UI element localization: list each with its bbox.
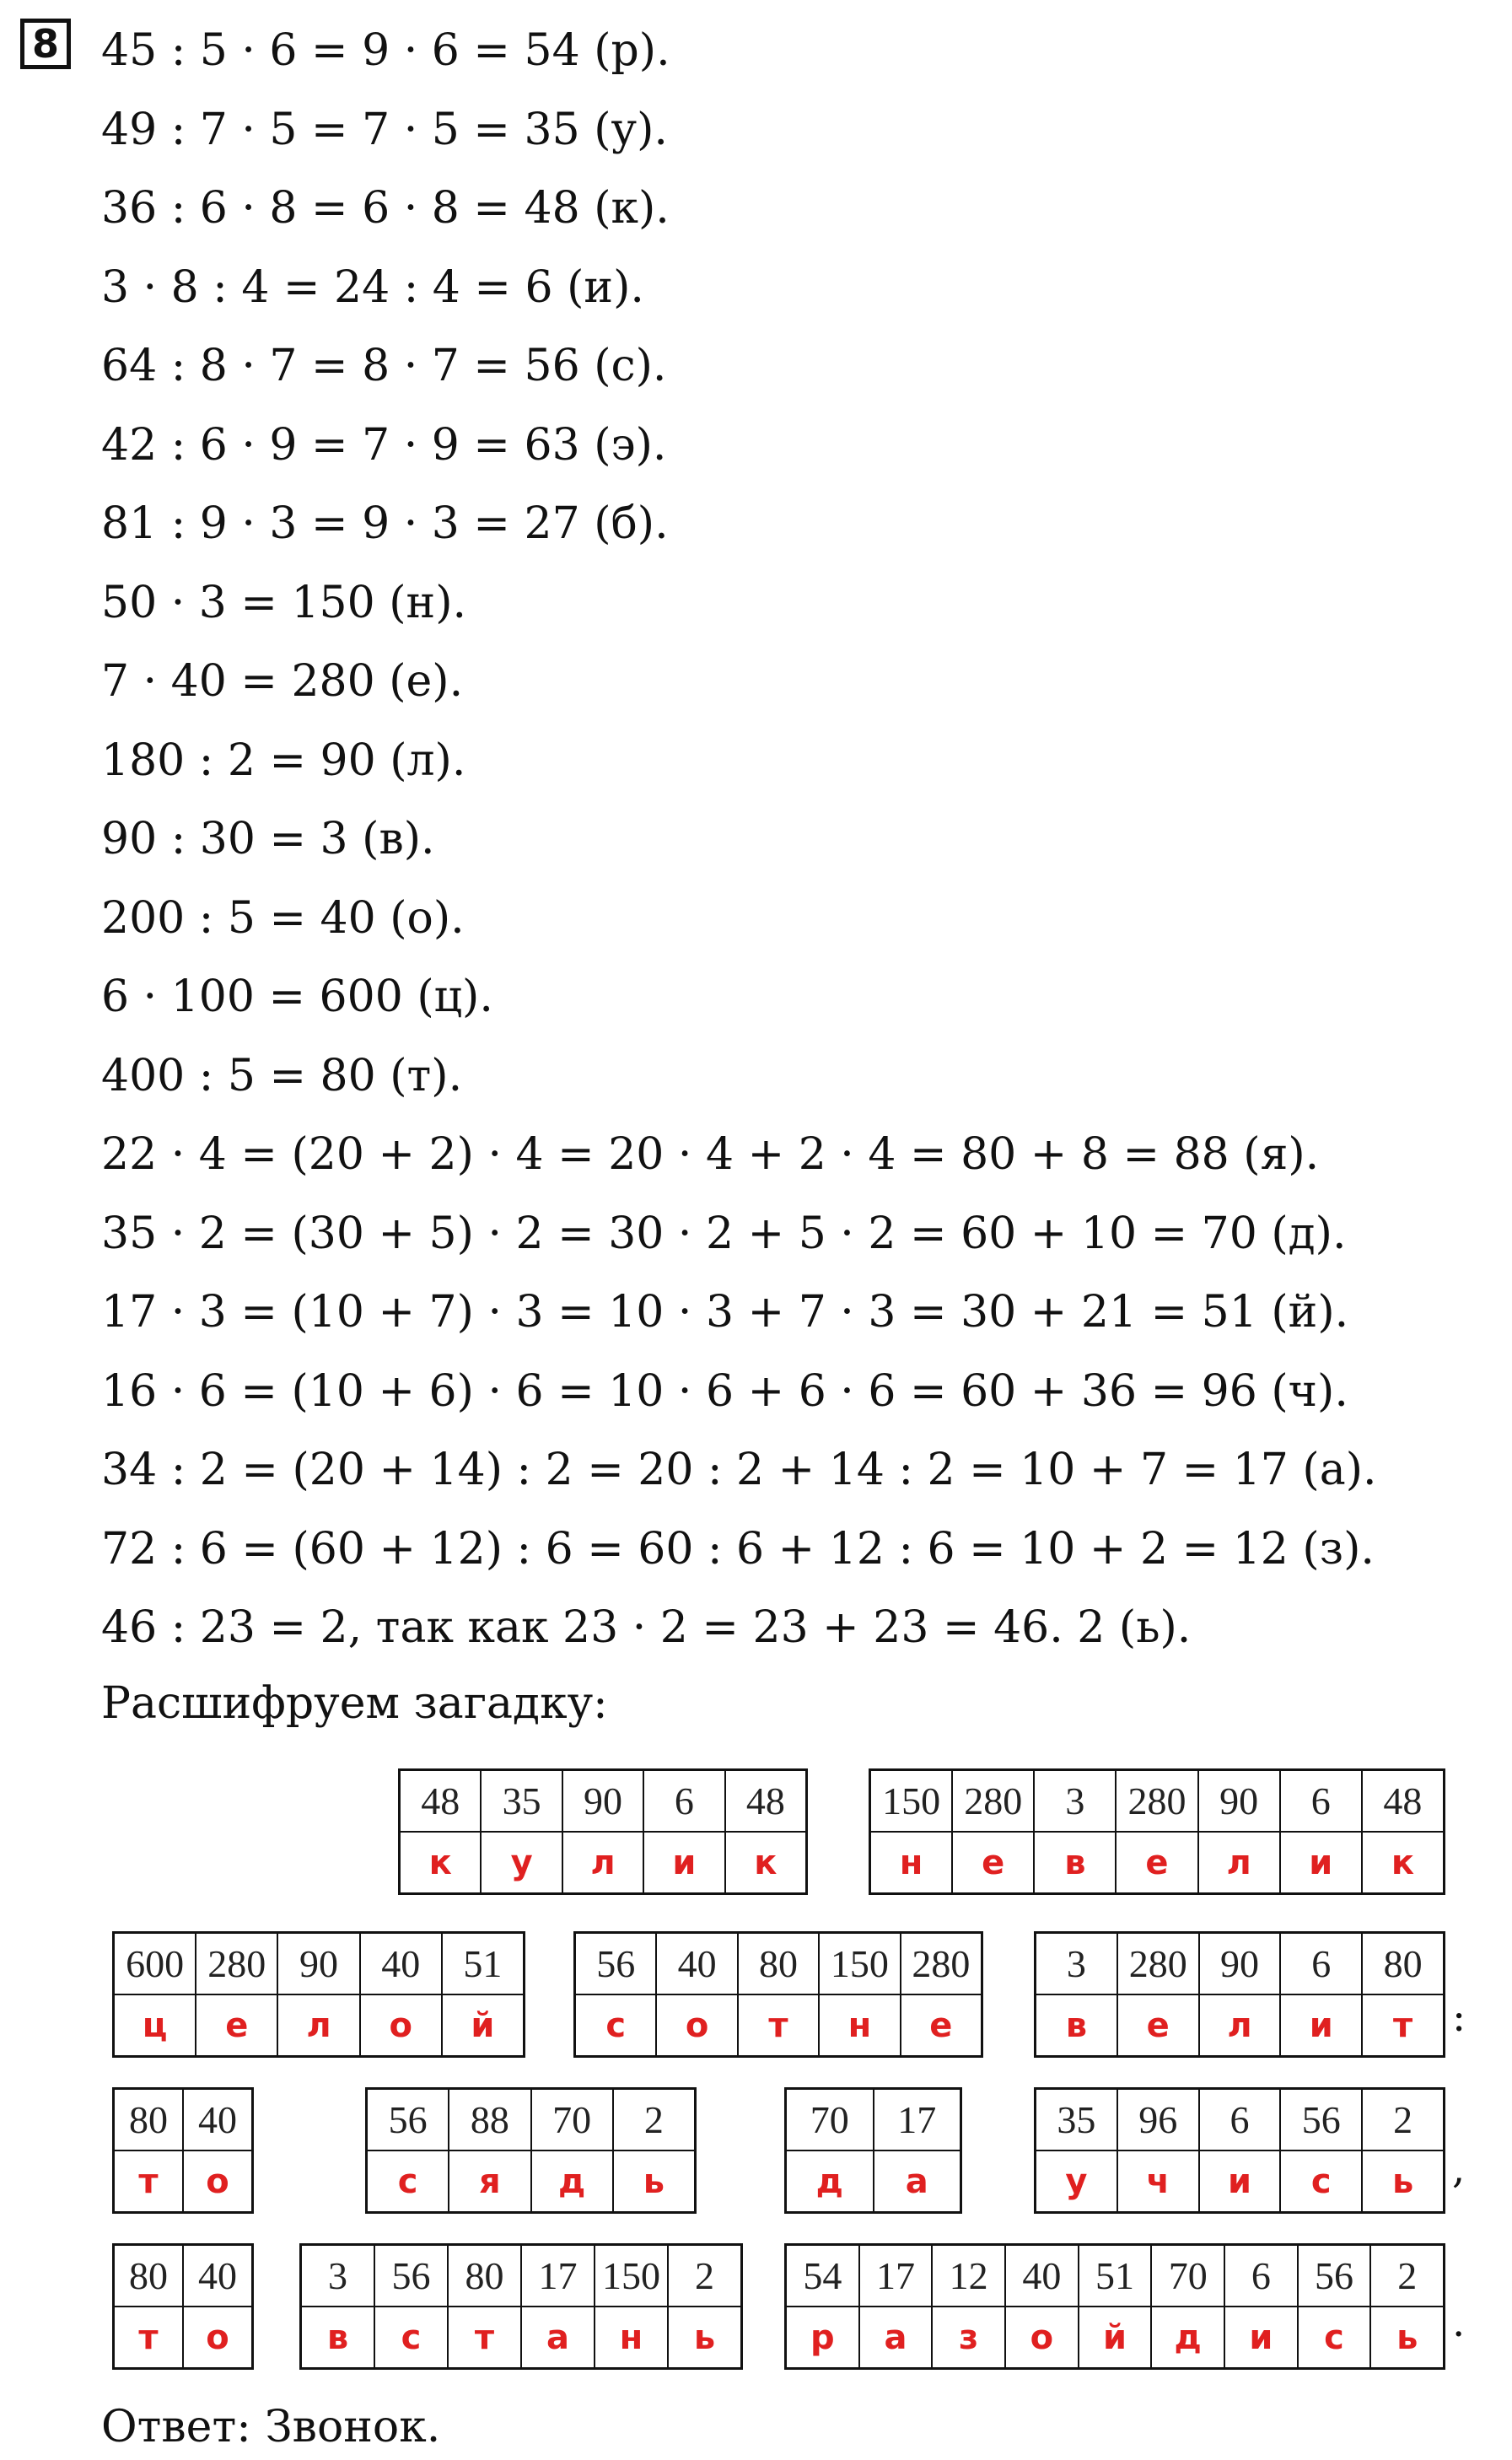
answer-line: Ответ: Звонок. [101, 2402, 441, 2452]
cipher-cell [1361, 1771, 1443, 1892]
equation-line: 42 : 6 · 9 = 7 · 9 = 63 (э). [101, 419, 667, 471]
equation-line: 6 · 100 = 600 (ц). [101, 972, 493, 1022]
cipher-cell [368, 2090, 448, 2211]
cipher-number: 90 [1200, 1934, 1280, 1995]
cipher-cell [1198, 2090, 1280, 2211]
cipher-table [112, 1931, 525, 2058]
cipher-cell [1224, 2246, 1297, 2367]
cipher-number: 90 [563, 1771, 643, 1833]
cipher-letter: ь [643, 2161, 665, 2201]
cipher-letter: р [810, 2317, 835, 2357]
equation-line: 50 · 3 = 150 (н). [101, 577, 467, 628]
cipher-cell [787, 2246, 858, 2367]
cipher-number: 35 [1036, 2090, 1117, 2151]
cipher-cell [576, 1934, 655, 2055]
cipher-letter: л [1227, 2005, 1252, 2045]
cipher-letter: ь [1396, 2317, 1418, 2357]
cipher-letter: е [1145, 1843, 1169, 1882]
cipher-cell [931, 2246, 1004, 2367]
cipher-cell [277, 1934, 358, 2055]
cipher-cell [1117, 1934, 1198, 2055]
cipher-letter: т [1392, 2005, 1413, 2045]
cipher-number: 150 [820, 1934, 899, 1995]
cipher-number: 56 [576, 1934, 655, 1995]
equation-line: 64 : 8 · 7 = 8 · 7 = 56 (с). [101, 341, 667, 391]
cipher-number: 90 [278, 1934, 358, 1995]
cipher-number: 70 [532, 2090, 612, 2151]
cipher-cell [1117, 2090, 1198, 2211]
cipher-cell [858, 2246, 932, 2367]
cipher-cell [302, 2246, 374, 2367]
cipher-letter: в [1065, 2005, 1088, 2045]
cipher-number: 56 [1281, 2090, 1361, 2151]
cipher-number: 17 [522, 2246, 594, 2307]
cipher-number: 70 [787, 2090, 873, 2151]
cipher-letter: я [479, 2161, 501, 2201]
comma-mark: , [1452, 2145, 1466, 2193]
cipher-number: 150 [871, 1771, 951, 1833]
cipher-number: 17 [860, 2246, 932, 2307]
equation-line: 400 : 5 = 80 (т). [101, 1050, 463, 1101]
cipher-cell [480, 1771, 561, 1892]
cipher-letter: е [929, 2005, 953, 2045]
equation-line: 3 · 8 : 4 = 24 : 4 = 6 (и). [101, 261, 644, 313]
equation-line: 45 : 5 · 6 = 9 · 6 = 54 (р). [101, 25, 670, 76]
cipher-cell [1297, 2246, 1370, 2367]
cipher-number: 40 [361, 1934, 441, 1995]
cipher-letter: а [546, 2317, 569, 2357]
cipher-number: 48 [726, 1771, 805, 1833]
cipher-number: 6 [1281, 1934, 1361, 1995]
cipher-number: 48 [1363, 1771, 1443, 1833]
cipher-number: 280 [953, 1771, 1033, 1833]
cipher-number: 51 [1079, 2246, 1151, 2307]
cipher-cell [115, 1934, 195, 2055]
cipher-table [112, 2243, 254, 2370]
cipher-cell [562, 1771, 643, 1892]
cipher-cell [1279, 1771, 1361, 1892]
cipher-cell [873, 2090, 960, 2211]
cipher-number: 40 [657, 1934, 736, 1995]
equation-line: 16 · 6 = (10 + 6) · 6 = 10 · 6 + 6 · 6 = 60 + 36 = 96 (ч). [101, 1365, 1348, 1417]
colon-mark: : [1452, 1994, 1466, 2041]
cipher-cell [818, 1934, 899, 2055]
equation-line: 36 : 6 · 8 = 6 · 8 = 48 (к). [101, 183, 670, 234]
cipher-cell [1369, 2246, 1443, 2367]
cipher-cell [1361, 2090, 1443, 2211]
cipher-number: 2 [1363, 2090, 1443, 2151]
cipher-number: 6 [1200, 2090, 1280, 2151]
equation-line: 49 : 7 · 5 = 7 · 5 = 35 (у). [101, 104, 668, 155]
riddle-intro: Расшифруем загадку: [101, 1678, 608, 1729]
cipher-letter: с [605, 2005, 627, 2045]
cipher-cell [447, 2246, 520, 2367]
cipher-cell [182, 2090, 251, 2211]
cipher-table [365, 2087, 697, 2214]
cipher-cell [655, 1934, 736, 2055]
equation-line: 200 : 5 = 40 (о). [101, 892, 465, 944]
equation-line: 81 : 9 · 3 = 9 · 3 = 27 (б). [101, 498, 669, 549]
cipher-number: 54 [787, 2246, 858, 2307]
cipher-letter: ь [1391, 2161, 1414, 2201]
cipher-letter: в [1064, 1843, 1086, 1882]
cipher-number: 80 [449, 2246, 520, 2307]
cipher-letter: д [1174, 2317, 1202, 2357]
cipher-letter: о [389, 2005, 412, 2045]
cipher-number: 80 [115, 2090, 182, 2151]
cipher-number: 280 [1117, 1771, 1197, 1833]
equation-line: 180 : 2 = 90 (л). [101, 735, 466, 786]
cipher-letter: л [1226, 1843, 1251, 1882]
cipher-number: 2 [614, 2090, 694, 2151]
cipher-cell [115, 2246, 182, 2367]
cipher-table [1034, 1931, 1445, 2058]
cipher-letter: о [685, 2005, 709, 2045]
cipher-number: 80 [1363, 1934, 1443, 1995]
cipher-letter: к [428, 1843, 452, 1882]
cipher-number: 56 [375, 2246, 447, 2307]
cipher-number: 56 [368, 2090, 448, 2151]
cipher-number: 3 [1036, 1934, 1117, 1995]
cipher-cell [643, 1771, 724, 1892]
cipher-letter: у [510, 1843, 533, 1882]
cipher-letter: и [1309, 1843, 1333, 1882]
cipher-cell [871, 1771, 951, 1892]
cipher-letter: а [884, 2317, 907, 2357]
cipher-cell [612, 2090, 694, 2211]
cipher-table [869, 1768, 1445, 1895]
cipher-number: 90 [1199, 1771, 1279, 1833]
cipher-cell [195, 1934, 277, 2055]
cipher-number: 2 [669, 2246, 740, 2307]
problem-number: 8 [20, 19, 71, 69]
cipher-table [784, 2243, 1445, 2370]
cipher-letter: с [397, 2161, 418, 2201]
cipher-cell [374, 2246, 447, 2367]
cipher-number: 96 [1118, 2090, 1198, 2151]
cipher-table [299, 2243, 743, 2370]
cipher-number: 80 [739, 1934, 818, 1995]
equation-line: 7 · 40 = 280 (е). [101, 656, 464, 707]
cipher-number: 40 [184, 2090, 251, 2151]
cipher-cell [359, 1934, 441, 2055]
cipher-letter: з [959, 2317, 979, 2357]
cipher-cell [951, 1771, 1033, 1892]
cipher-number: 17 [874, 2090, 960, 2151]
cipher-number: 280 [1118, 1934, 1198, 1995]
cipher-letter: н [847, 2005, 872, 2045]
cipher-number: 6 [1225, 2246, 1297, 2307]
cipher-number: 51 [443, 1934, 523, 1995]
cipher-letter: ь [693, 2317, 716, 2357]
cipher-cell [1197, 1771, 1279, 1892]
cipher-letter: л [590, 1843, 616, 1882]
cipher-number: 3 [1035, 1771, 1115, 1833]
cipher-cell [1036, 2090, 1117, 2211]
cipher-number: 40 [184, 2246, 251, 2307]
cipher-letter: и [1249, 2317, 1273, 2357]
cipher-table [573, 1931, 983, 2058]
cipher-cell [594, 2246, 667, 2367]
cipher-number: 600 [115, 1934, 195, 1995]
cipher-letter: т [768, 2005, 788, 2045]
cipher-cell [441, 1934, 523, 2055]
cipher-table [784, 2087, 962, 2214]
cipher-cell [182, 2246, 251, 2367]
cipher-letter: т [138, 2317, 159, 2357]
cipher-cell [1361, 1934, 1443, 2055]
cipher-letter: о [206, 2317, 229, 2357]
cipher-letter: с [401, 2317, 422, 2357]
cipher-number: 2 [1371, 2246, 1443, 2307]
cipher-letter: к [754, 1843, 778, 1882]
cipher-letter: и [1227, 2161, 1251, 2201]
cipher-number: 80 [115, 2246, 182, 2307]
cipher-cell [1150, 2246, 1224, 2367]
cipher-letter: т [138, 2161, 159, 2201]
cipher-letter: л [306, 2005, 331, 2045]
equation-line: 22 · 4 = (20 + 2) · 4 = 20 · 4 + 2 · 4 = 80 + 8 = 88 (я). [101, 1129, 1320, 1180]
cipher-number: 12 [933, 2246, 1004, 2307]
cipher-letter: о [1030, 2317, 1054, 2357]
cipher-cell [1078, 2246, 1151, 2367]
cipher-letter: с [1324, 2317, 1344, 2357]
cipher-cell [1115, 1771, 1197, 1892]
cipher-number: 70 [1152, 2246, 1224, 2307]
cipher-cell [401, 1771, 480, 1892]
equation-line: 35 · 2 = (30 + 5) · 2 = 30 · 2 + 5 · 2 = 60 + 10 = 70 (д). [101, 1208, 1347, 1259]
cipher-letter: в [326, 2317, 349, 2357]
cipher-cell [1279, 2090, 1361, 2211]
equation-line: 90 : 30 = 3 (в). [101, 814, 435, 864]
cipher-letter: д [815, 2161, 843, 2201]
cipher-letter: и [1309, 2005, 1333, 2045]
cipher-cell [448, 2090, 530, 2211]
cipher-letter: е [225, 2005, 249, 2045]
cipher-letter: е [982, 1843, 1005, 1882]
cipher-cell [1004, 2246, 1078, 2367]
cipher-cell [667, 2246, 740, 2367]
cipher-table [398, 1768, 808, 1895]
equation-line: 72 : 6 = (60 + 12) : 6 = 60 : 6 + 12 : 6 = 10 + 2 = 12 (з). [101, 1523, 1375, 1575]
cipher-letter: е [1146, 2005, 1170, 2045]
cipher-cell [1036, 1934, 1117, 2055]
cipher-letter: ц [142, 2005, 168, 2045]
cipher-table [1034, 2087, 1445, 2214]
cipher-number: 48 [401, 1771, 480, 1833]
cipher-letter: т [474, 2317, 495, 2357]
cipher-cell [1033, 1771, 1115, 1892]
cipher-cell [115, 2090, 182, 2211]
equation-line: 46 : 23 = 2, так как 23 · 2 = 23 + 23 = 46. 2 (ь). [101, 1602, 1192, 1653]
equation-line: 17 · 3 = (10 + 7) · 3 = 10 · 3 + 7 · 3 = 30 + 21 = 51 (й). [101, 1287, 1349, 1338]
cipher-number: 56 [1299, 2246, 1370, 2307]
cipher-number: 150 [595, 2246, 667, 2307]
cipher-cell [530, 2090, 612, 2211]
equation-line: 34 : 2 = (20 + 14) : 2 = 20 : 2 + 14 : 2 = 10 + 7 = 17 (а). [101, 1445, 1377, 1495]
cipher-number: 6 [644, 1771, 724, 1833]
cipher-letter: а [905, 2161, 928, 2201]
cipher-number: 280 [901, 1934, 981, 1995]
cipher-letter: н [899, 1843, 923, 1882]
cipher-cell [520, 2246, 594, 2367]
cipher-cell [1279, 1934, 1361, 2055]
period-mark: . [1452, 2299, 1466, 2346]
cipher-letter: у [1065, 2161, 1088, 2201]
cipher-letter: к [1391, 1843, 1414, 1882]
cipher-cell [787, 2090, 873, 2211]
cipher-cell [1198, 1934, 1280, 2055]
cipher-letter: о [206, 2161, 229, 2201]
cipher-cell [724, 1771, 805, 1892]
cipher-number: 3 [302, 2246, 374, 2307]
cipher-cell [737, 1934, 818, 2055]
cipher-letter: ч [1146, 2161, 1170, 2201]
cipher-cell [900, 1934, 981, 2055]
cipher-letter: н [619, 2317, 643, 2357]
cipher-number: 6 [1281, 1771, 1361, 1833]
cipher-letter: с [1310, 2161, 1332, 2201]
cipher-number: 280 [196, 1934, 277, 1995]
cipher-table [112, 2087, 254, 2214]
cipher-number: 88 [449, 2090, 530, 2151]
cipher-letter: й [1103, 2317, 1127, 2357]
cipher-number: 40 [1006, 2246, 1078, 2307]
cipher-number: 35 [482, 1771, 561, 1833]
cipher-letter: и [672, 1843, 697, 1882]
cipher-letter: й [471, 2005, 495, 2045]
cipher-letter: д [557, 2161, 586, 2201]
